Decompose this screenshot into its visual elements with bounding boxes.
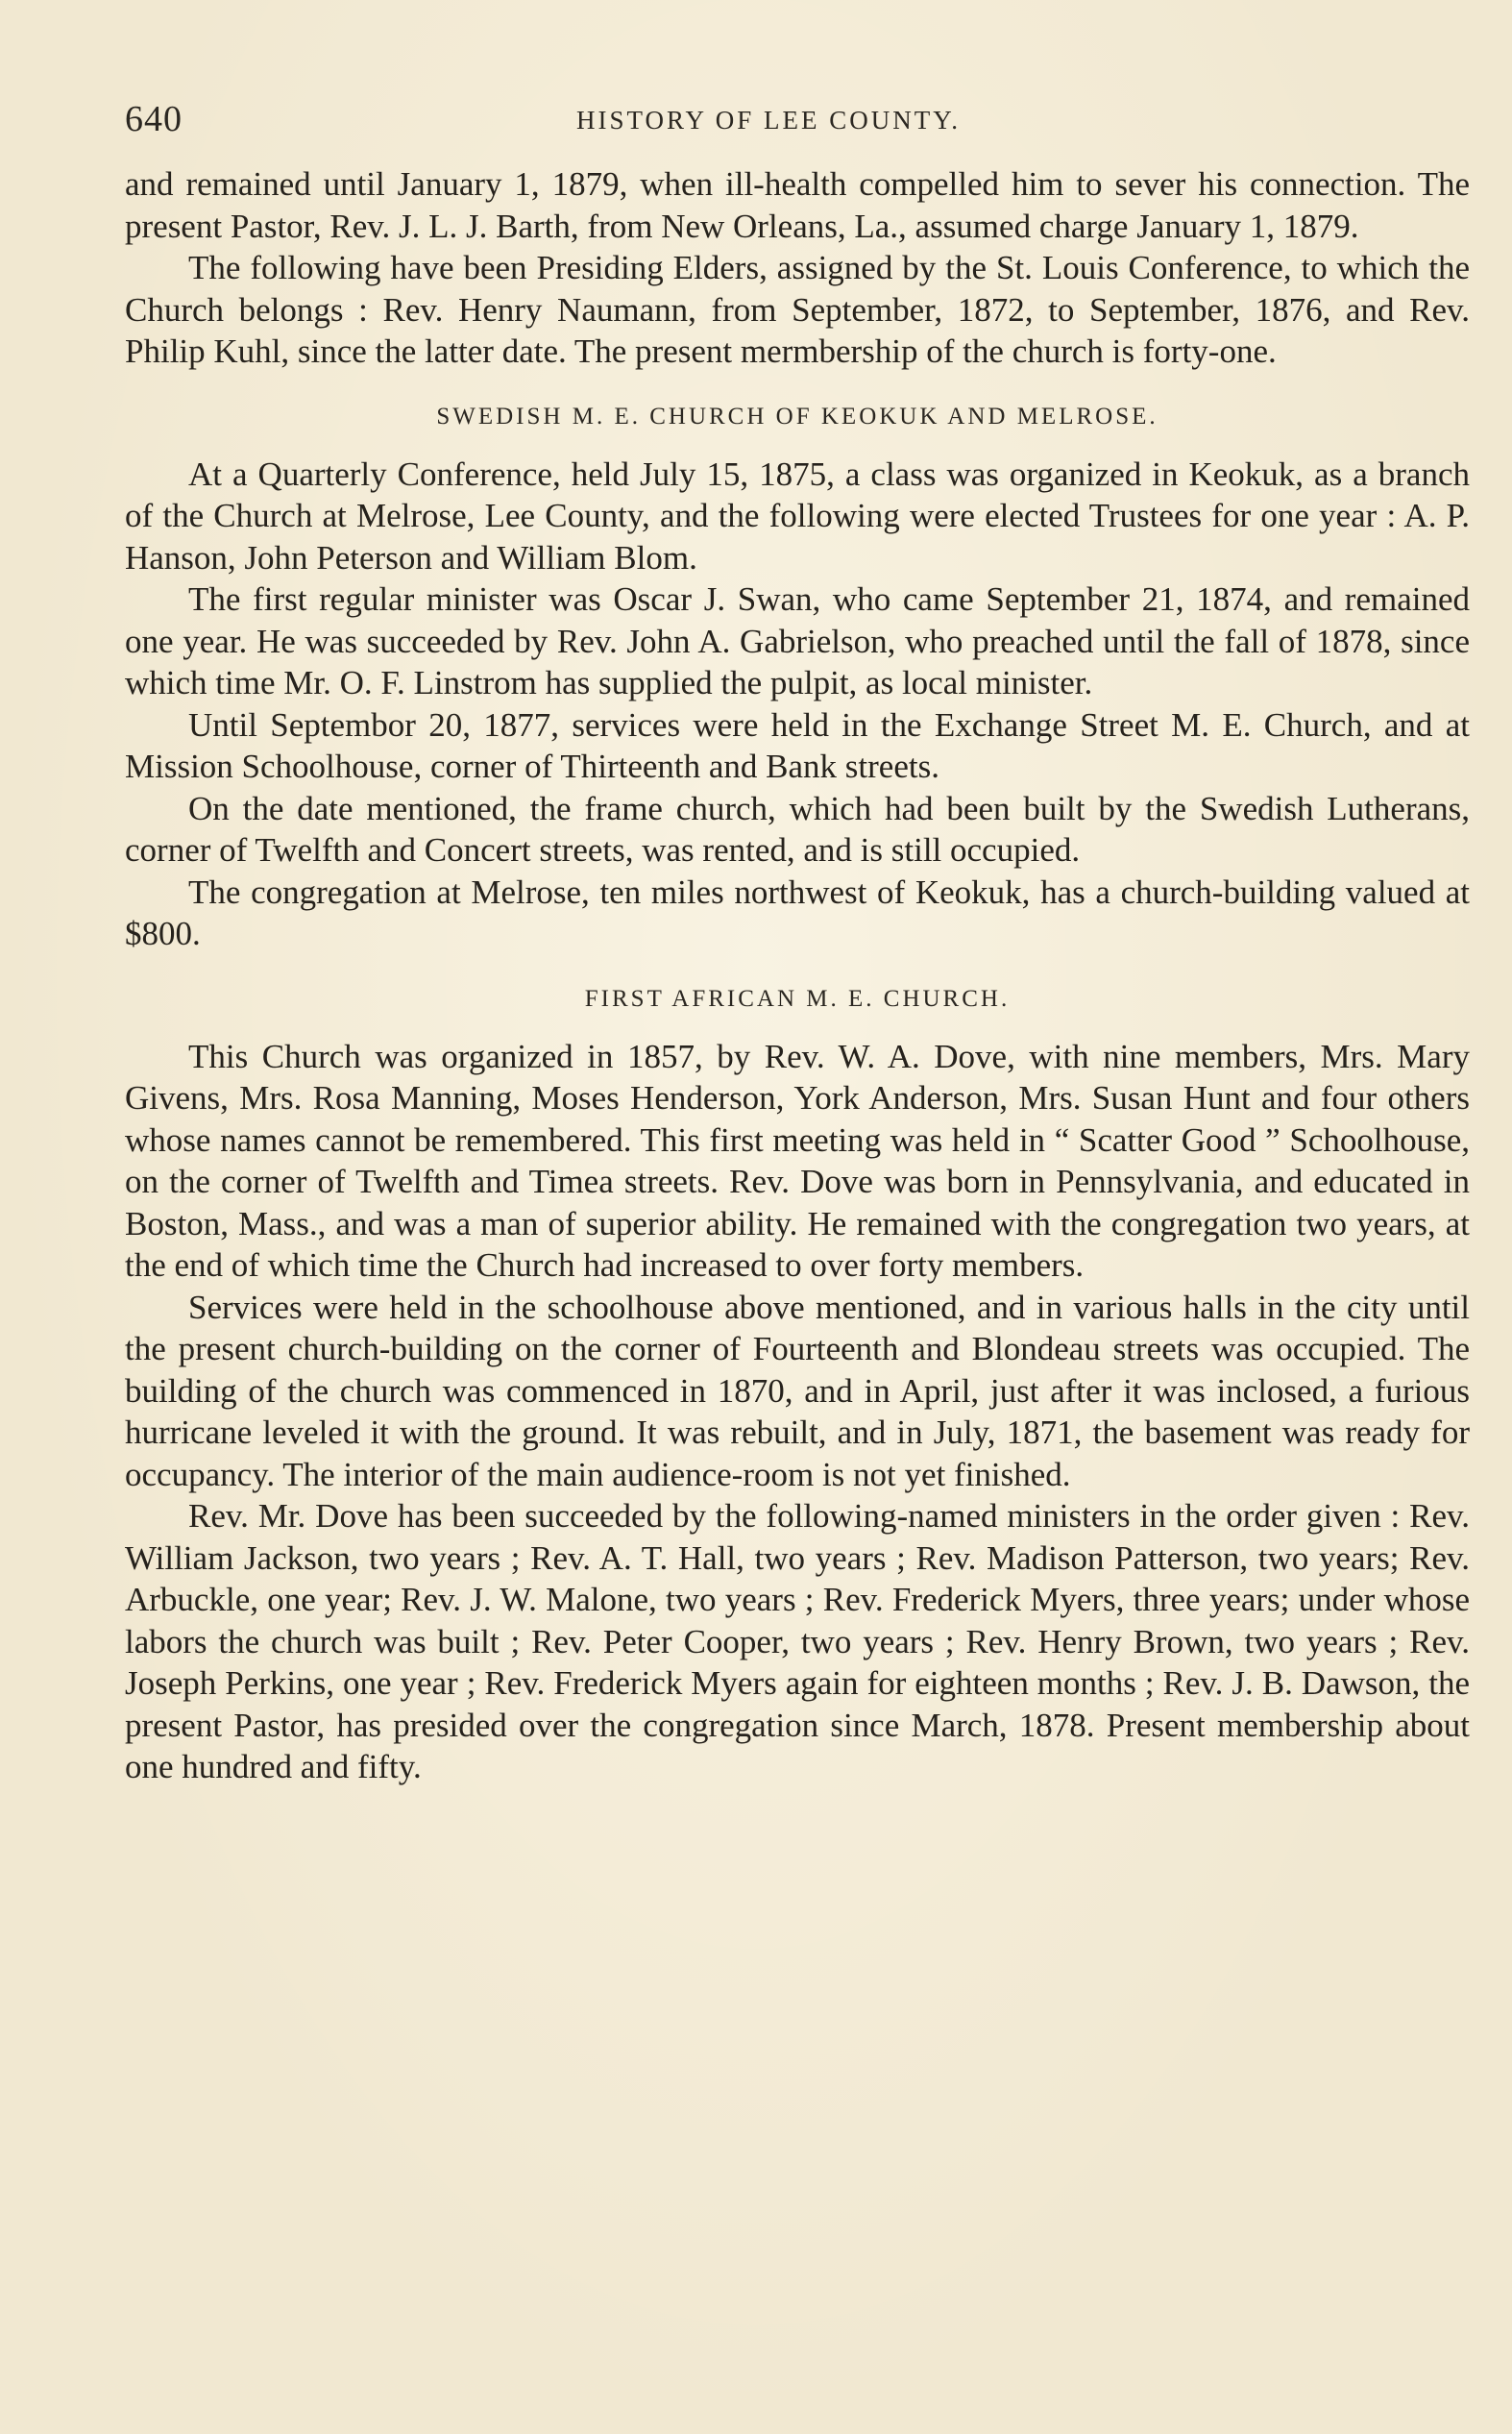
section-heading: FIRST AFRICAN M. E. CHURCH.	[584, 985, 1011, 1012]
page-header	[125, 86, 1474, 144]
paragraph: The following have been Presiding Elders, assigned by the St. Louis Conference, to which the Church belongs : Rev. Henry Naumann, from September, 1872, to September, 1876, and Rev. Philip Kuhl, since the latter date. The present mermbership of the church is forty-one.	[125, 249, 1470, 370]
page-content	[125, 163, 1470, 1788]
paragraph: Services were held in the schoolhouse above mentioned, and in various halls in the city until the present church-building on the corner of Fourteenth and Blondeau streets was occupied. The building of the church was commenced in 1870, and in April, just after it was inclosed, a furious hurricane leveled it with the ground. It was rebuilt, and in July, 1871, the basement was ready for occupancy. The interior of the main audience-room is not yet finished.	[125, 1288, 1470, 1493]
paragraph: Until Septembor 20, 1877, services were held in the Exchange Street M. E. Church, and at Mission Schoolhouse, corner of Thirteenth and Bank streets.	[125, 705, 1470, 785]
paragraph: At a Quarterly Conference, held July 15, 1875, a class was organized in Keokuk, as a branch of the Church at Melrose, Lee County, and the following were elected Trustees for one year : A. P. Hanson, John Peterson and William Blom.	[125, 455, 1470, 577]
paragraph: The first regular minister was Oscar J. Swan, who came September 21, 1874, and remained one year. He was succeeded by Rev. John A. Gabrielson, who preached until the fall of 1878, since which time Mr. O. F. Linstrom has supplied the pulpit, as local minister.	[125, 580, 1470, 701]
running-title: HISTORY OF LEE COUNTY.	[576, 106, 962, 135]
paragraph: On the date mentioned, the frame church, which had been built by the Swedish Lutherans, corner of Twelfth and Concert streets, was rented, and is still occupied.	[125, 789, 1470, 869]
section-heading: SWEDISH M. E. CHURCH OF KEOKUK AND MELROSE.	[436, 403, 1158, 430]
page-number: 640	[125, 99, 183, 139]
paragraph: Rev. Mr. Dove has been succeeded by the following-named ministers in the order given : Rev. William Jackson, two years ; Rev. A. T. Hall, two years ; Rev. Madison Patterson, two years; Rev. Arbuckle, one year; Rev. J. W. Malone, two years ; Rev. Frederick Myers, three years; under whose labors the church was built ; Rev. Peter Cooper, two years ; Rev. Henry Brown, two years ; Rev. Joseph Perkins, one year ; Rev. Frederick Myers again for eighteen months ; Rev. J. B. Dawson, the present Pastor, has presided over the congregation since March, 1878. Present membership about one hundred and fifty.	[125, 1497, 1470, 1785]
paragraph: and remained until January 1, 1879, when ill-health compelled him to sever his connection. The present Pastor, Rev. J. L. J. Barth, from New Orleans, La., assumed charge January 1, 1879.	[125, 165, 1470, 245]
paragraph: The congregation at Melrose, ten miles northwest of Keokuk, has a church-building valued at $800.	[125, 873, 1470, 952]
paragraph: This Church was organized in 1857, by Rev. W. A. Dove, with nine members, Mrs. Mary Givens, Mrs. Rosa Manning, Moses Henderson, York Anderson, Mrs. Susan Hunt and four others whose names cannot be remembered. This first meeting was held in “ Scatter Good ” Schoolhouse, on the corner of Twelfth and Timea streets. Rev. Dove was born in Pennsylvania, and educated in Boston, Mass., and was a man of superior ability. He remained with the congregation two years, at the end of which time the Church had increased to over forty members.	[125, 1037, 1470, 1284]
